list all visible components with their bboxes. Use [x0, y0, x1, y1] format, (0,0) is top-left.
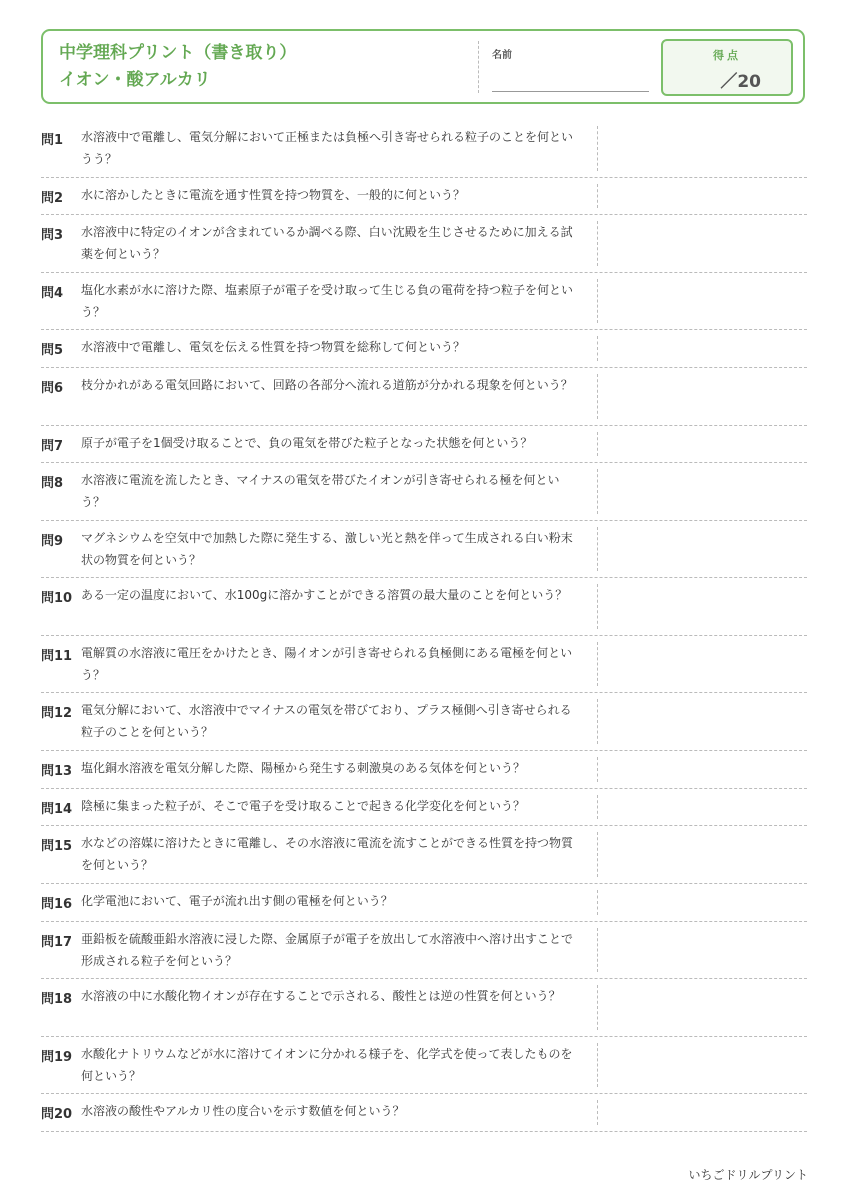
- answer-field[interactable]: [597, 795, 598, 820]
- answer-field[interactable]: [597, 890, 598, 915]
- question-text: 塩化銅水溶液を電気分解した際、陽極から発生する刺激臭のある気体を何という？: [81, 760, 526, 775]
- answer-field[interactable]: [597, 985, 598, 1030]
- question-text: 亜鉛板を硫酸亜鉛水溶液に浸した際、金属原子が電子を放出して水溶液中へ溶け出すことで形成される粒子を何という？: [81, 931, 574, 968]
- question-row: [41, 789, 807, 827]
- question-number: 問3: [41, 228, 64, 244]
- question-row: [41, 636, 807, 694]
- question-text: 水溶液中で電離し、電気を伝える性質を持つ物質を総称して何という？: [81, 340, 466, 355]
- question-number: 問9: [41, 533, 64, 549]
- question-text: 塩化水素が水に溶けた際、塩素原子が電子を受け取って生じる負の電荷を持つ粒子を何という？: [81, 282, 574, 319]
- question-number: 問4: [41, 285, 64, 301]
- question-number: 問17: [41, 934, 73, 950]
- question-number: 問14: [41, 801, 73, 817]
- question-number: 問18: [41, 992, 73, 1008]
- question-number: 問10: [41, 591, 73, 607]
- question-text: 水に溶かしたときに電流を通す性質を持つ物質を、一般的に何という？: [81, 187, 466, 202]
- answer-field[interactable]: [597, 584, 598, 629]
- score-label: 得点: [713, 49, 741, 62]
- question-row: [41, 578, 807, 636]
- question-number: 問19: [41, 1049, 73, 1065]
- question-number: 問1: [41, 133, 64, 148]
- question-row: [41, 1037, 807, 1095]
- question-number: 問15: [41, 839, 73, 855]
- question-number: 問5: [41, 343, 64, 359]
- name-field[interactable]: [492, 91, 649, 92]
- answer-field[interactable]: [597, 126, 598, 171]
- question-number: 問11: [41, 648, 73, 664]
- question-list: [41, 120, 807, 1132]
- question-text: 水酸化ナトリウムなどが水に溶けてイオンに分かれる様子を、化学式を使って表したものを何という？: [81, 1046, 573, 1083]
- score-value[interactable]: ／20: [720, 72, 761, 92]
- question-row: [41, 215, 807, 273]
- question-text: 水などの溶媒に溶けたときに電離し、その水溶液に電流を流すことができる性質を持つ物質を何という？: [81, 836, 574, 873]
- name-label: 名前: [492, 50, 512, 61]
- question-row: [41, 751, 807, 789]
- answer-field[interactable]: [597, 757, 598, 782]
- question-row: [41, 884, 807, 922]
- question-row: [41, 330, 807, 368]
- question-number: 問13: [41, 763, 73, 779]
- question-number: 問12: [41, 706, 73, 722]
- question-row: [41, 368, 807, 426]
- answer-field[interactable]: [597, 469, 598, 514]
- question-row: [41, 826, 807, 884]
- question-text: 枝分かれがある電気回路において、回路の各部分へ流れる道筋が分かれる現象を何という？: [81, 378, 573, 393]
- worksheet-header: [41, 29, 805, 104]
- question-text: 水溶液中で電離し、電気分解において正極または負極へ引き寄せられる粒子のことを何というう？: [81, 130, 574, 166]
- question-text: 水溶液の中に水酸化物イオンが存在することで示される、酸性とは逆の性質を何という？: [81, 989, 561, 1004]
- question-text: 化学電池において、電子が流れ出す側の電極を何という？: [81, 893, 393, 908]
- answer-field[interactable]: [597, 336, 598, 361]
- question-text: 水溶液の酸性やアルカリ性の度合いを示す数値を何という？: [81, 1104, 405, 1119]
- header-divider: [478, 41, 479, 93]
- answer-field[interactable]: [597, 221, 598, 266]
- question-text: マグネシウムを空気中で加熱した際に発生する、激しい光と熱を伴って生成される白い粉末状の物質を何という？: [81, 530, 573, 567]
- question-text: 陰極に集まった粒子が、そこで電子を受け取ることで起きる化学変化を何という？: [81, 798, 526, 813]
- question-row: [41, 426, 807, 464]
- answer-field[interactable]: [597, 184, 598, 209]
- answer-field[interactable]: [597, 527, 598, 572]
- question-row: [41, 521, 807, 579]
- answer-field[interactable]: [597, 928, 598, 973]
- question-text: 電気分解において、水溶液中でマイナスの電気を帯びており、プラス極側へ引き寄せられる粒子のことを何という？: [81, 703, 572, 740]
- worksheet-title: [59, 40, 296, 94]
- answer-field[interactable]: [597, 1043, 598, 1088]
- question-row: [41, 120, 807, 178]
- answer-field[interactable]: [597, 642, 598, 687]
- question-number: 問16: [41, 896, 73, 912]
- question-row: [41, 693, 807, 751]
- question-row: [41, 922, 807, 980]
- question-row: [41, 178, 807, 216]
- answer-field[interactable]: [597, 279, 598, 324]
- score-box: [661, 39, 793, 96]
- answer-field[interactable]: [597, 432, 598, 457]
- title-line-2: イオン・酸アルカリ: [59, 70, 211, 90]
- question-number: 問20: [41, 1107, 73, 1123]
- footer-brand: いちごドリルプリント: [688, 1168, 808, 1182]
- question-text: 原子が電子を1個受け取ることで、負の電気を帯びた粒子となった状態を何という？: [81, 435, 533, 450]
- question-number: 問7: [41, 438, 64, 454]
- title-line-1: 中学理科プリント（書き取り）: [59, 43, 297, 63]
- question-number: 問2: [41, 190, 64, 206]
- question-text: 電解質の水溶液に電圧をかけたとき、陽イオンが引き寄せられる負極側にある電極を何という？: [81, 645, 573, 682]
- question-text: ある一定の温度において、水100gに溶かすことができる溶質の最大量のことを何という？: [81, 588, 568, 603]
- question-number: 問8: [41, 476, 64, 492]
- answer-field[interactable]: [597, 699, 598, 744]
- question-row: [41, 463, 807, 521]
- answer-field[interactable]: [597, 1100, 598, 1125]
- question-row: [41, 979, 807, 1037]
- question-number: 問6: [41, 381, 64, 397]
- answer-field[interactable]: [597, 832, 598, 877]
- question-row: [41, 1094, 807, 1132]
- question-row: [41, 273, 807, 331]
- answer-field[interactable]: [597, 374, 598, 419]
- question-text: 水溶液に電流を流したとき、マイナスの電気を帯びたイオンが引き寄せられる極を何という？: [81, 473, 560, 510]
- question-text: 水溶液中に特定のイオンが含まれているか調べる際、白い沈殿を生じさせるために加える試薬を何という？: [81, 225, 573, 262]
